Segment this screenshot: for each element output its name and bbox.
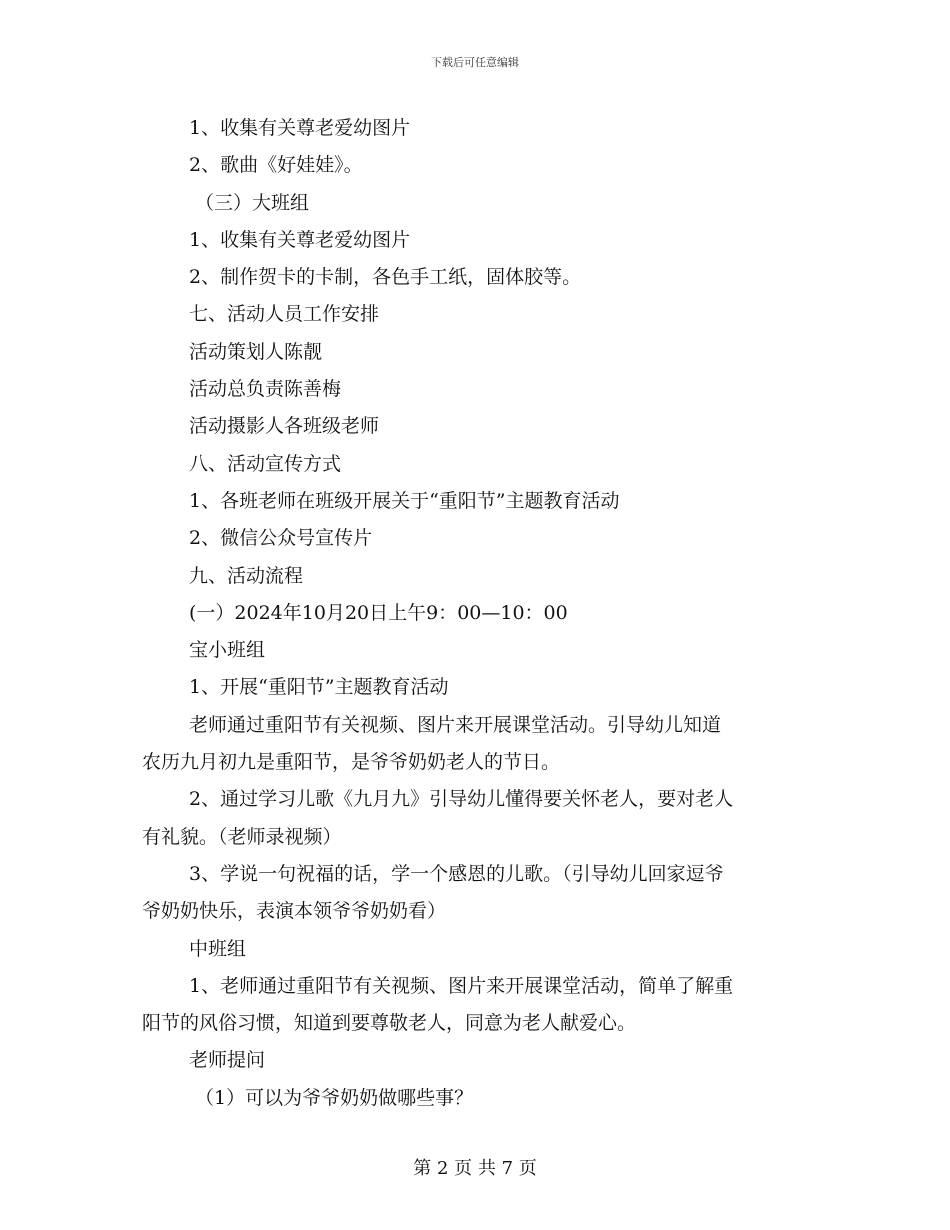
text-line: 老师提问 (189, 1049, 266, 1072)
text-line: 2、制作贺卡的卡制，各色手工纸，固体胶等。 (189, 266, 582, 289)
text-line: 九、活动流程 (189, 564, 304, 587)
page-number: 第 2 页 共 7 页 (413, 1158, 537, 1179)
text-line: 七、活动人员工作安排 (189, 303, 380, 326)
document-body (142, 110, 810, 1117)
text-line: (一）2024年10月20日上午9：00—10：00 (189, 601, 568, 624)
text-line: 农历九月初九是重阳节，是爷爷奶奶老人的节日。 (142, 751, 561, 774)
text-line: 1、老师通过重阳节有关视频、图片来开展课堂活动，简单了解重 (189, 974, 734, 997)
text-line: 1、开展“重阳节”主题教育活动 (189, 676, 449, 699)
text-line: 2、微信公众号宣传片 (189, 527, 373, 550)
text-line: 老师通过重阳节有关视频、图片来开展课堂活动。引导幼儿知道 (189, 713, 722, 736)
text-line: 活动摄影人各班级老师 (189, 415, 380, 438)
text-line: 爷奶奶快乐，表演本领爷爷奶奶看） (142, 900, 447, 923)
text-line: （三）大班组 (195, 191, 310, 214)
text-line: 阳节的风俗习惯，知道到要尊敬老人，同意为老人献爱心。 (142, 1012, 637, 1035)
text-line: 宝小班组 (189, 639, 266, 662)
text-line: 中班组 (189, 937, 247, 960)
text-line: 八、活动宣传方式 (189, 452, 342, 475)
text-line: 2、通过学习儿歌《九月九》引导幼儿懂得要关怀老人，要对老人 (189, 788, 734, 811)
text-line: 3、学说一句祝福的话，学一个感恩的儿歌。（引导幼儿回家逗爷 (189, 862, 724, 885)
text-line: 2、歌曲《好娃娃》。 (189, 154, 363, 177)
text-line: 有礼貌。（老师录视频） (142, 825, 342, 848)
text-line: 活动策划人陈靓 (189, 340, 323, 363)
text-line: 活动总负责陈善梅 (189, 378, 342, 401)
page-header-note: 下载后可任意编辑 (431, 56, 519, 69)
text-line: （1）可以为爷爷奶奶做哪些事？ (195, 1086, 474, 1109)
text-line: 1、各班老师在班级开展关于“重阳节”主题教育活动 (189, 489, 620, 512)
text-line: 1、收集有关尊老爱幼图片 (189, 228, 411, 251)
text-line: 1、收集有关尊老爱幼图片 (189, 117, 411, 139)
